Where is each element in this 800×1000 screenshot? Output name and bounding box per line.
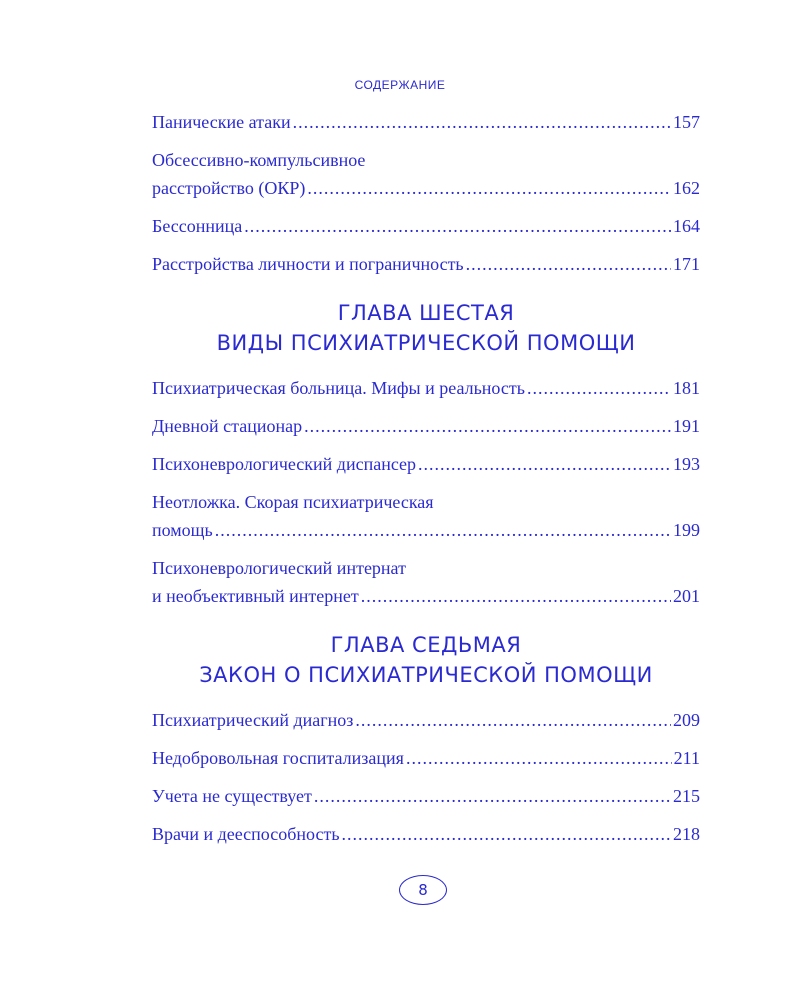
- chapter-label: ГЛАВА СЕДЬМАЯ: [330, 633, 522, 657]
- toc-entry-title: Психиатрическая больница. Мифы и реальность: [152, 378, 525, 398]
- toc-entry-personality-disorders[interactable]: [152, 250, 700, 278]
- dot-leader: [418, 450, 671, 478]
- toc-entry-page: 218: [673, 824, 700, 844]
- toc-entry-page: 199: [673, 520, 700, 540]
- toc-entry-title-line: помощь: [152, 520, 213, 540]
- dot-leader: [314, 782, 671, 810]
- toc-entry-dispensary[interactable]: [152, 450, 700, 478]
- toc-entry-title: Врачи и дееспособность: [152, 824, 340, 844]
- dot-leader: [304, 412, 671, 440]
- toc-entry-panic-attacks[interactable]: [152, 108, 700, 136]
- toc-entry-title-line: и необъективный интернет: [152, 586, 359, 606]
- dot-leader: [406, 744, 672, 772]
- toc-entry-day-hospital[interactable]: [152, 412, 700, 440]
- dot-leader: [355, 706, 671, 734]
- toc-entry-page: 157: [673, 112, 700, 132]
- toc-entry-page: 211: [673, 748, 700, 768]
- chapter-title: ВИДЫ ПСИХИАТРИЧЕСКОЙ ПОМОЩИ: [216, 331, 636, 355]
- toc-entry-title: Учета не существует: [152, 786, 312, 806]
- chapter-heading-7: [152, 630, 700, 690]
- toc-entry-title: Панические атаки: [152, 112, 291, 132]
- running-head: СОДЕРЖАНИЕ: [354, 78, 446, 92]
- dot-leader: [527, 374, 671, 402]
- toc-entry-title: Дневной стационар: [152, 416, 303, 436]
- dot-leader: [361, 582, 671, 610]
- toc-entry-registry[interactable]: [152, 782, 700, 810]
- dot-leader: [342, 820, 671, 848]
- toc-entry-page: 215: [673, 786, 700, 806]
- toc-entry-title-line: расстройство (ОКР): [152, 178, 306, 198]
- toc-entry-title: Расстройства личности и пограничность: [152, 254, 464, 274]
- toc-entry-title-line: Обсессивно-компульсивное: [152, 150, 366, 170]
- toc-entry-page: 164: [673, 216, 700, 236]
- toc-entry-page: 209: [673, 710, 700, 730]
- toc-entry-page: 191: [673, 416, 700, 436]
- toc-entry-title: Недобровольная госпитализация: [152, 748, 404, 768]
- chapter-label: ГЛАВА ШЕСТАЯ: [337, 301, 515, 325]
- toc-entry-diagnosis[interactable]: [152, 706, 700, 734]
- toc-entry-page: 201: [673, 586, 700, 606]
- toc-entry-involuntary[interactable]: [152, 744, 700, 772]
- toc-entry-boarding-school[interactable]: [152, 554, 700, 610]
- toc-entry-title-line: Психоневрологический интернат: [152, 558, 406, 578]
- toc-entry-emergency[interactable]: [152, 488, 700, 544]
- dot-leader: [293, 108, 671, 136]
- dot-leader: [307, 174, 671, 202]
- dot-leader: [244, 212, 671, 240]
- toc-entry-title-line: Неотложка. Скорая психиатрическая: [152, 492, 434, 512]
- toc-entry-title: Психоневрологический диспансер: [152, 454, 417, 474]
- toc-entry-page: 171: [673, 254, 700, 274]
- dot-leader: [466, 250, 671, 278]
- dot-leader: [215, 516, 671, 544]
- page-number: 8: [399, 875, 447, 905]
- chapter-title: ЗАКОН О ПСИХИАТРИЧЕСКОЙ ПОМОЩИ: [199, 663, 653, 687]
- toc-entry-title: Бессонница: [152, 216, 243, 236]
- toc-entry-insomnia[interactable]: [152, 212, 700, 240]
- toc-entry-page: 181: [673, 378, 700, 398]
- toc-entry-page: 162: [673, 178, 700, 198]
- toc-entry-title: Психиатрический диагноз: [152, 710, 354, 730]
- table-of-contents: [152, 108, 700, 858]
- toc-entry-legal-capacity[interactable]: [152, 820, 700, 848]
- toc-entry-page: 193: [673, 454, 700, 474]
- chapter-heading-6: [152, 298, 700, 358]
- toc-entry-psychiatric-hospital[interactable]: [152, 374, 700, 402]
- toc-entry-ocd[interactable]: [152, 146, 700, 202]
